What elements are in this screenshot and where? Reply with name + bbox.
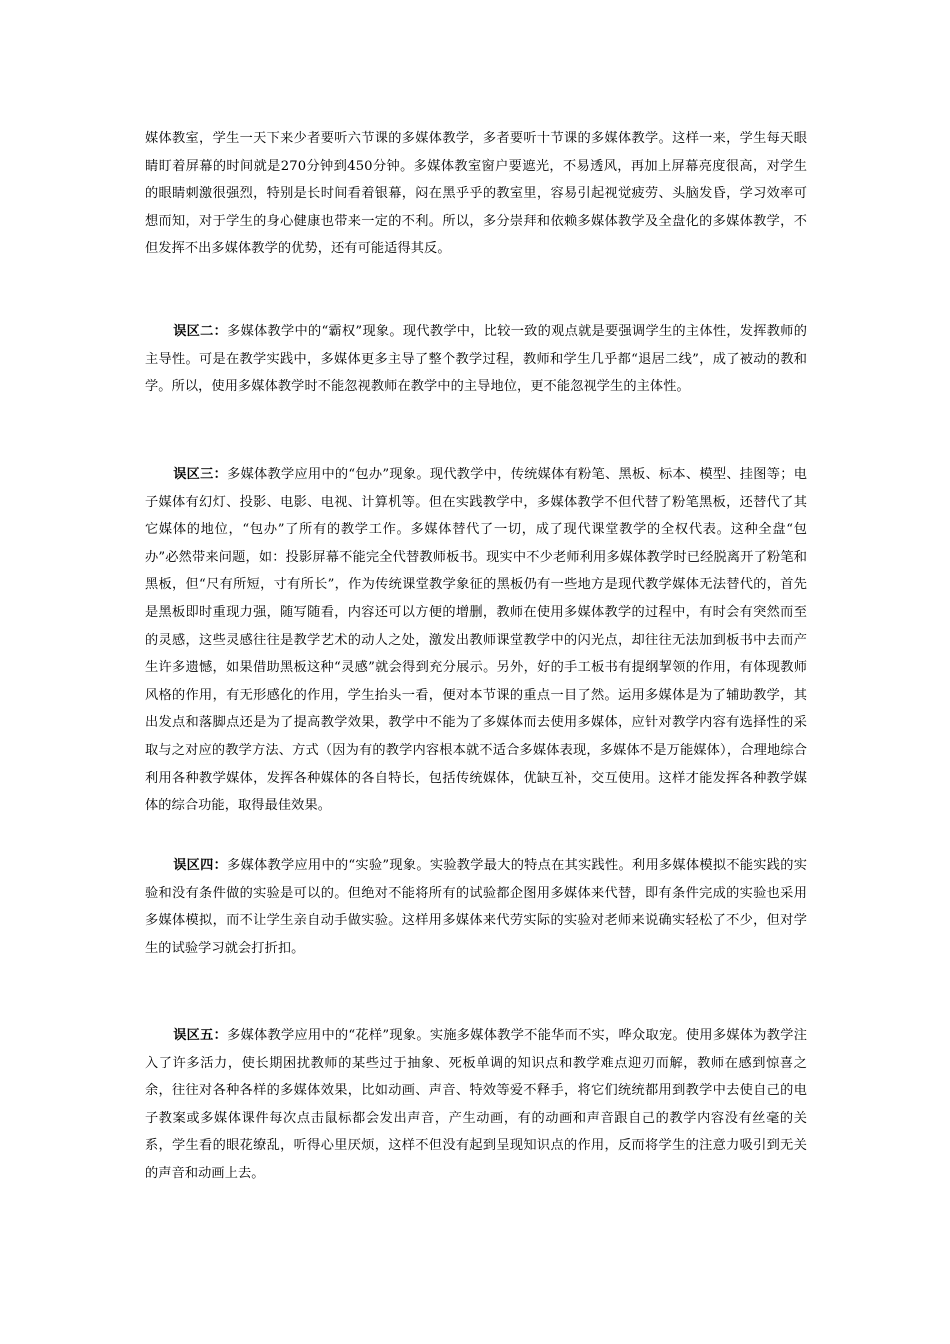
paragraph-text: 多媒体教学应用中的“花样”现象。实施多媒体教学不能华而不实，哗众取宠。使用多媒体为教学注入了许多活力，使长期困扰教师的某些过于抽象、死板单调的知识点和教学难点迎刃而解，教师在感到惊喜之余，往往对各种各样的多媒体效果，比如动画、声音、特效等爱不释手，将它们统统都用到教学中去使自己的电子教案或多媒体课件每次点击鼠标都会发出声音，产生动画，有的动画和声音跟自己的教学内容没有丝毫的关系，学生看的眼花缭乱，听得心里厌烦，这样不但没有起到呈现知识点的作用，反而将学生的注意力吸引到无关的声音和动画上去。 [145,1028,807,1181]
paragraph-misconception-4 [145,852,807,962]
paragraph-text: 多媒体教学中的“霸权”现象。现代教学中，比较一致的观点就是要强调学生的主体性，发挥教师的主导性。可是在教学实践中，多媒体更多主导了整个教学过程，教师和学生几乎都“退居二线”，成了被动的教和学。所以，使用多媒体教学时不能忽视教师在教学中的主导地位，更不能忽视学生的主体性。 [145,324,807,395]
paragraph-text: 多媒体教学应用中的“实验”现象。实验教学最大的特点在其实践性。利用多媒体模拟不能实践的实验和没有条件做的实验是可以的。但绝对不能将所有的试验都企图用多媒体来代替，即有条件完成的实验也采用多媒体模拟，而不让学生亲自动手做实验。这样用多媒体来代劳实际的实验对老师来说确实轻松了不少，但对学生的试验学习就会打折扣。 [145,858,807,956]
paragraph-heading: 误区三： [173,467,228,482]
paragraph-misconception-3 [145,461,807,820]
paragraph-heading: 误区四： [173,858,228,873]
paragraph-heading: 误区五： [173,1028,228,1043]
paragraph-intro [145,125,807,263]
paragraph-misconception-5 [145,1022,807,1188]
paragraph-text: 多媒体教学应用中的“包办”现象。现代教学中，传统媒体有粉笔、黑板、标本、模型、挂图等；电子媒体有幻灯、投影、电影、电视、计算机等。但在实践教学中，多媒体教学不但代替了粉笔黑板，还替代了其它媒体的地位，“包办”了所有的教学工作。多媒体替代了一切，成了现代课堂教学的全权代表。这种全盘“包办”必然带来问题，如：投影屏幕不能完全代替教师板书。现实中不少老师利用多媒体教学时已经脱离开了粉笔和黑板，但“尺有所短，寸有所长”，作为传统课堂教学象征的黑板仍有一些地方是现代教学媒体无法替代的，首先是黑板即时重现力强，随写随看，内容还可以方便的增删，教师在使用多媒体教学的过程中，有时会有突然而至的灵感，这些灵感往往是教学艺术的动人之处，激发出教师课堂教学中的闪光点，却往往无法加到板书中去而产生许多遗憾，如果借助黑板这种“灵感”就会得到充分展示。另外，好的手工板书有提纲挈领的作用，有体现教师风格的作用，有无形感化的作用，学生抬头一看，便对本节课的重点一目了然。运用多媒体是为了辅助教学，其出发点和落脚点还是为了提高教学效果，教学中不能为了多媒体而去使用多媒体，应针对教学内容有选择性的采取与之对应的教学方法、方式（因为有的教学内容根本就不适合多媒体表现，多媒体不是万能媒体），合理地综合利用各种教学媒体，发挥各种媒体的各自特长，包括传统媒体，优缺互补，交互使用。这样才能发挥各种教学媒体的综合功能，取得最佳效果。 [145,467,807,814]
paragraph-misconception-2 [145,318,807,401]
paragraph-text: 媒体教室，学生一天下来少者要听六节课的多媒体教学，多者要听十节课的多媒体教学。这样一来，学生每天眼睛盯着屏幕的时间就是270分钟到450分钟。多媒体教室窗户要遮光，不易透风，再加上屏幕亮度很高，对学生的眼睛刺激很强烈，特别是长时间看着银幕，闷在黑乎乎的教室里，容易引起视觉疲劳、头脑发昏，学习效率可想而知，对于学生的身心健康也带来一定的不利。所以，多分崇拜和依赖多媒体教学及全盘化的多媒体教学，不但发挥不出多媒体教学的优势，还有可能适得其反。 [145,131,807,257]
paragraph-heading: 误区二： [173,324,228,339]
